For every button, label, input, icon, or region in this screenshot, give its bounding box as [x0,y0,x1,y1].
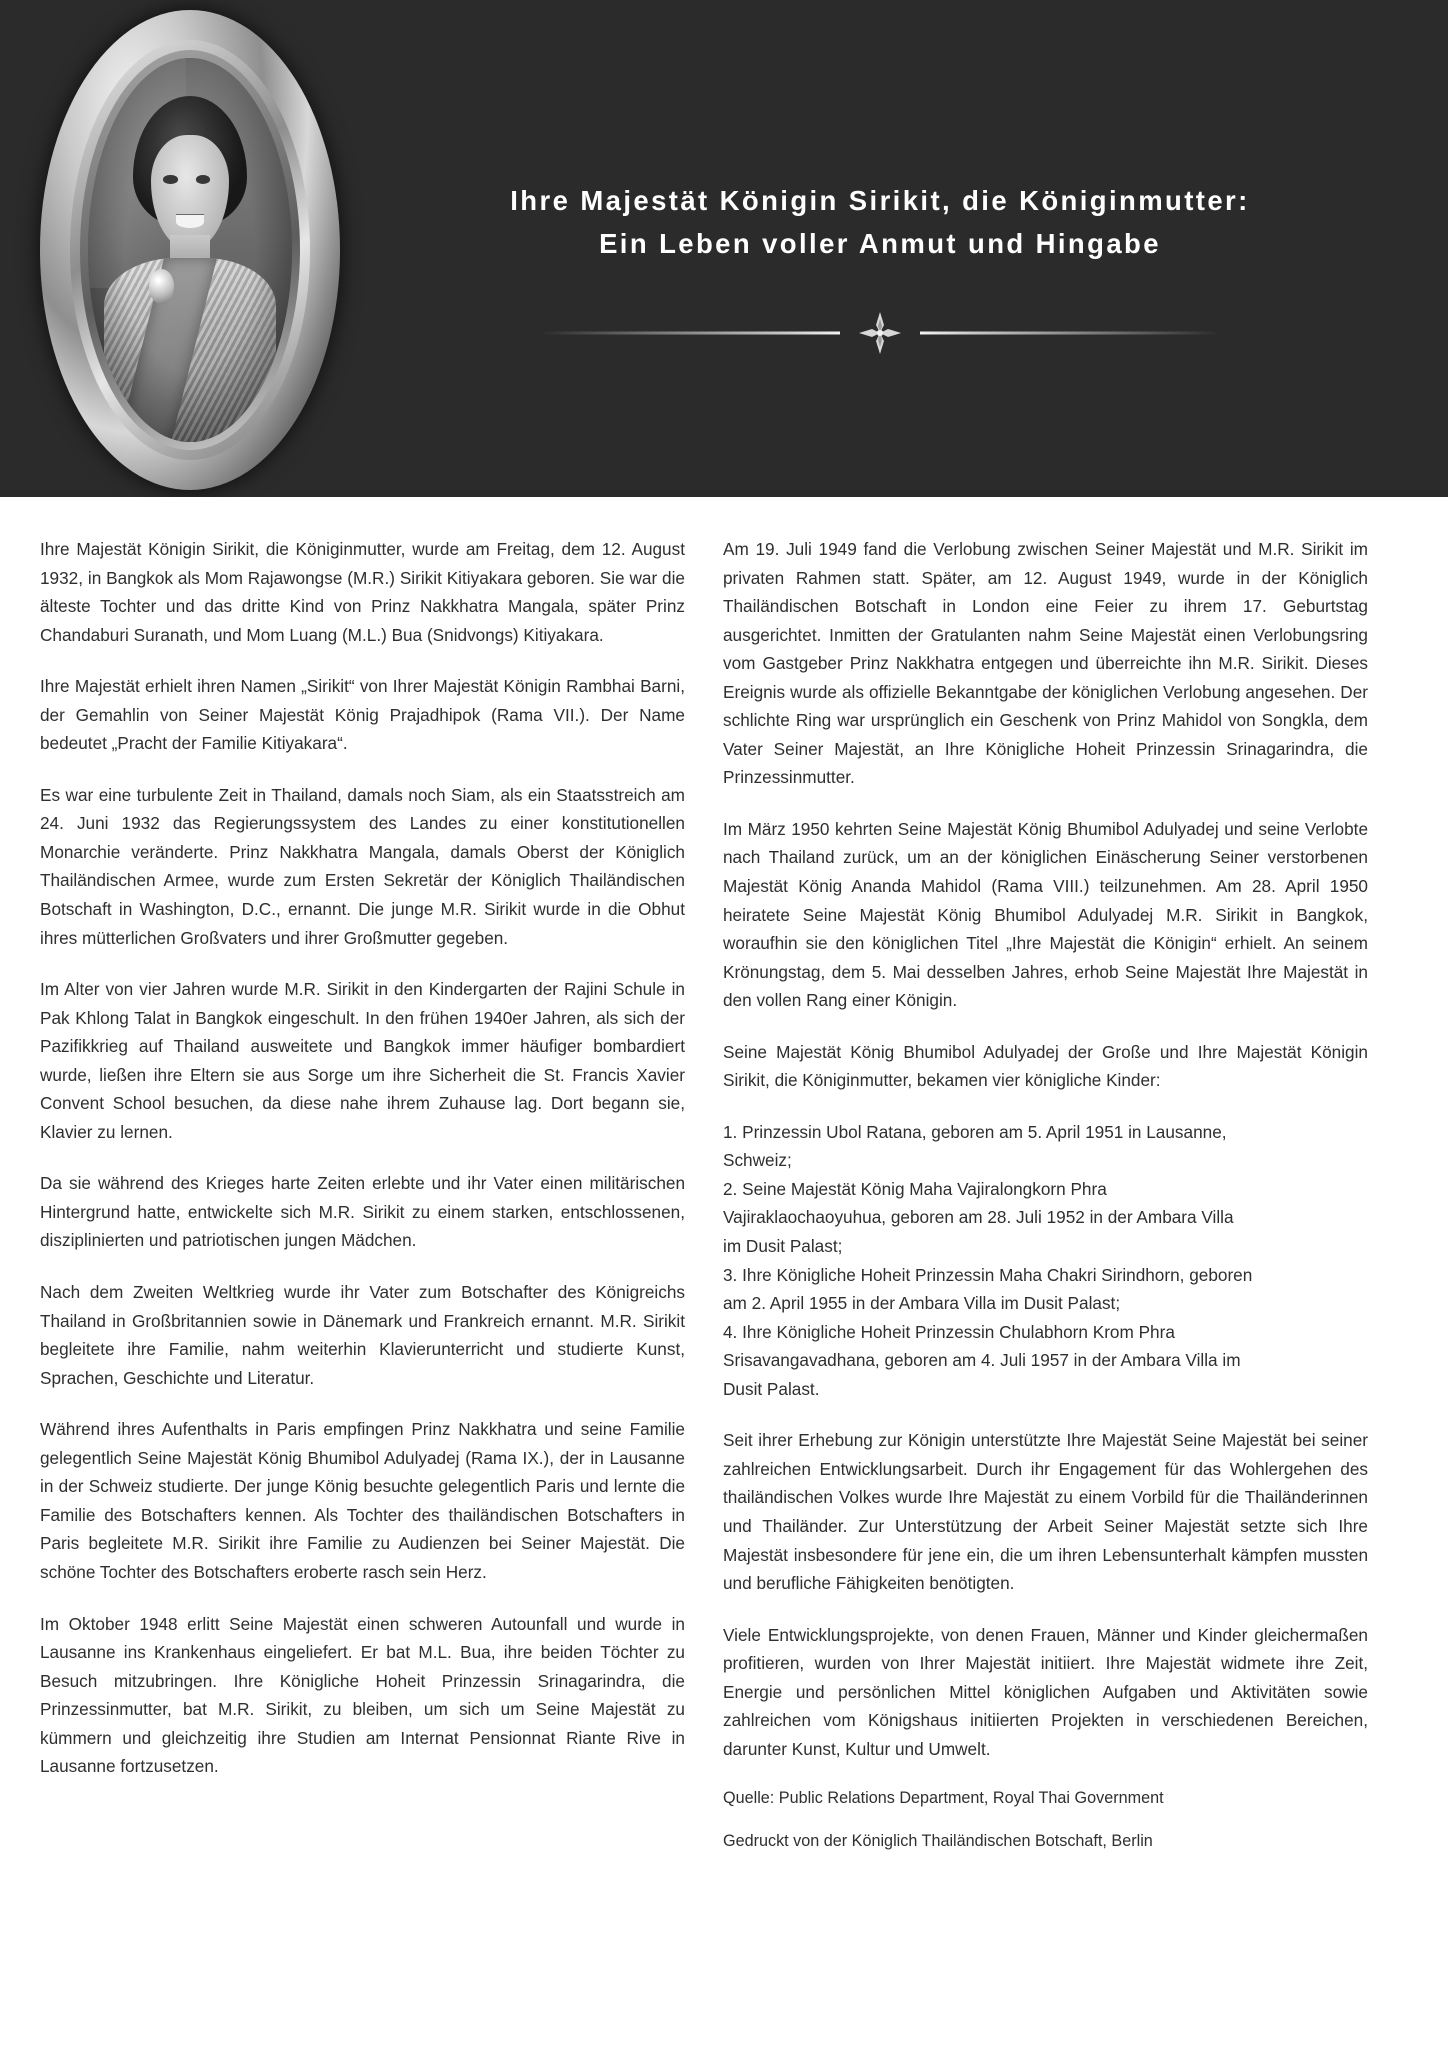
paragraph-paris-meeting: Während ihres Aufenthalts in Paris empfingen Prinz Nakkhatra und seine Familie gelegentlich Seine Majestät König Bhumibol Adulyadej (Rama IX.), der in Lausanne in der Schweiz studierte. Der junge König besuchte gelegentlich Paris und lernte die Familie des Botschafters kennen. Als Tochter des thailändischen Botschafters in Paris begleitete M.R. Sirikit ihre Familie zu Audienzen bei Seiner Majestät. Die schöne Tochter des Botschafters eroberte rasch sein Herz. [40,1419,685,1582]
queen-sirikit-portrait-photo [88,58,292,442]
list-item: Schweiz; [723,1150,792,1171]
paragraph-name-origin: Ihre Majestät erhielt ihren Namen „Sirikit“ von Ihrer Majestät Königin Rambhai Barni, der Gemahlin von Seiner Majestät König Prajadhipok (Rama VII.). Der Name bedeutet „Pracht der Familie Kitiyakara“. [40,676,685,754]
thai-diamond-ornament-icon [858,311,902,355]
paragraph-wedding-1950: Im März 1950 kehrten Seine Majestät König Bhumibol Adulyadej und seine Verlobte nach Thailand zurück, um an der königlichen Einäscherung Seiner verstorbenen Majestät König Ananda Mahidol (Rama VIII.) teilzunehmen. Am 28. April 1950 heiratete Seine Majestät König Bhumibol Adulyadej M.R. Sirikit in Bangkok, woraufhin sie den königlichen Titel „Ihre Majestät die Königin“ erhielt. An seinem Krönungstag, dem 5. Mai desselben Jahres, erhob Seine Majestät Ihre Majestät in den vollen Rang einer Königin. [723,818,1368,1011]
document-body [0,497,1448,2048]
royal-children-list [723,1118,1368,1403]
paragraph-father-ambassador: Nach dem Zweiten Weltkrieg wurde ihr Vater zum Botschafter des Königreichs Thailand in Großbritannien sowie in Dänemark und Frankreich ernannt. M.R. Sirikit begleitete ihre Familie, nahm weiterhin Klavierunterricht und studierte Kunst, Sprachen, Geschichte und Literatur. [40,1282,685,1388]
paragraph-schooling: Im Alter von vier Jahren wurde M.R. Sirikit in den Kindergarten der Rajini Schule in Pak Khlong Talat in Bangkok eingeschult. In den frühen 1940er Jahren, als sich der Pazifikkrieg auf Thailand ausweitete und Bangkok immer häufiger bombardiert wurde, ließen ihre Eltern sie aus Sorge um ihre Sicherheit die St. Francis Xavier Convent School besuchen, da diese nahe ihrem Zuhause lag. Dort begann sie, Klavier zu lernen. [40,979,685,1142]
list-item: 4. Ihre Königliche Hoheit Prinzessin Chulabhorn Krom Phra [723,1321,1175,1342]
list-item: am 2. April 1955 in der Ambara Villa im Dusit Palast; [723,1293,1121,1314]
ornamental-divider [540,313,1220,353]
paragraph-development-projects: Viele Entwicklungsprojekte, von denen Frauen, Männer und Kinder gleichermaßen profitieren, wurden von Ihrer Majestät initiiert. Ihre Majestät widmete ihre Zeit, Energie und persönlichen Mittel königlichen Aufgaben und Aktivitäten sowie zahlreichen vom Königshaus initiierten Projekten in verschiedenen Bereichen, darunter Kunst, Kultur und Umwelt. [723,1624,1368,1759]
portrait-frame [40,10,340,490]
list-item: im Dusit Palast; [723,1236,843,1257]
printed-by-credit: Gedruckt von der Königlich Thailändischen Botschaft, Berlin [723,1832,1153,1851]
list-item: Srisavangavadhana, geboren am 4. Juli 1957 in der Ambara Villa im [723,1350,1241,1371]
list-item: 2. Seine Majestät König Maha Vajiralongkorn Phra [723,1178,1107,1199]
list-item: 1. Prinzessin Ubol Ratana, geboren am 5. April 1951 in Lausanne, [723,1121,1227,1142]
source-credit: Quelle: Public Relations Department, Royal Thai Government [723,1789,1164,1808]
paragraph-queen-development-work: Seit ihrer Erhebung zur Königin unterstützte Ihre Majestät Seine Majestät bei seiner zahlreichen Entwicklungsarbeit. Durch ihr Engagement für das Wohlergehen des thailändischen Volkes wurde Ihre Majestät zu einem Vorbild für die Thailänderinnen und Thailänder. Zur Unterstützung der Arbeit Seiner Majestät setzte sich Ihre Majestät insbesondere für jene ein, die um ihren Lebensunterhalt kämpfen mussten und berufliche Fähigkeiten benötigten. [723,1430,1368,1594]
paragraph-wartime-character: Da sie während des Krieges harte Zeiten erlebte und ihr Vater einen militärischen Hintergrund hatte, entwickelte sich M.R. Sirikit zu einem starken, entschlossenen, disziplinierten und patriotischen jungen Mädchen. [40,1173,685,1251]
two-column-layout [40,535,1408,1872]
divider-bar-left [540,332,840,335]
page-title-line-2: Ein Leben voller Anmut und Hingabe [599,227,1161,259]
paragraph-1932-coup: Es war eine turbulente Zeit in Thailand, damals noch Siam, als ein Staatsstreich am 24. Juni 1932 das Regierungssystem des Landes zu einer konstitutionellen Monarchie veränderte. Prinz Nakkhatra Mangala, damals Oberst der Königlich Thailändischen Armee, wurde zum Ersten Sekretär der Königlich Thailändischen Botschaft in Washington, D.C., ernannt. Die junge M.R. Sirikit wurde in die Obhut ihres mütterlichen Großvaters und ihrer Großmutter gegeben. [40,784,685,948]
paragraph-1948-accident: Im Oktober 1948 erlitt Seine Majestät einen schweren Autounfall und wurde in Lausanne ins Krankenhaus eingeliefert. Er bat M.L. Bua, ihre beiden Töchter zu Besuch mitzubringen. Ihre Königliche Hoheit Prinzessin Srinagarindra, die Prinzessinmutter, bat M.R. Sirikit, zu bleiben, um sich um Seine Majestät zu kümmern und gleichzeitig ihre Studien am Internat Pensionnat Riante Rive in Lausanne fortzusetzen. [40,1613,685,1777]
list-item: 3. Ihre Königliche Hoheit Prinzessin Maha Chakri Sirindhorn, geboren [723,1264,1253,1285]
left-column [40,535,685,1872]
header-text-block [350,0,1410,497]
divider-bar-right [920,332,1220,335]
paragraph-engagement: Am 19. Juli 1949 fand die Verlobung zwischen Seiner Majestät und M.R. Sirikit im privaten Rahmen statt. Später, am 12. August 1949, wurde in der Königlich Thailändischen Botschaft in London eine Feier zu ihrem 17. Geburtstag ausgerichtet. Inmitten der Gratulanten nahm Seine Majestät einen Verlobungsring vom Gastgeber Prinz Nakkhatra entgegen und überreichte ihn M.R. Sirikit. Dieses Ereignis wurde als offizielle Bekanntgabe der königlichen Verlobung angesehen. Der schlichte Ring war ursprünglich ein Geschenk von Prinz Mahidol von Songkla, dem Vater Seiner Majestät, an Ihre Königliche Hoheit Prinzessin Srinagarindra, die Prinzessinmutter. [723,539,1368,788]
page-title-line-1: Ihre Majestät Königin Sirikit, die Königinmutter: [510,184,1250,216]
list-item: Dusit Palast. [723,1378,820,1399]
paragraph-birth: Ihre Majestät Königin Sirikit, die Königinmutter, wurde am Freitag, dem 12. August 1932, in Bangkok als Mom Rajawongse (M.R.) Sirikit Kitiyakara geboren. Sie war die älteste Tochter und das dritte Kind von Prinz Nakkhatra Mangala, später Prinz Chandaburi Suranath, und Mom Luang (M.L.) Bua (Snidvongs) Kitiyakara. [40,539,685,645]
portrait-vignette [88,58,292,442]
paragraph-children-intro: Seine Majestät König Bhumibol Adulyadej der Große und Ihre Majestät Königin Sirikit, die Königinmutter, bekamen vier königliche Kinder: [723,1041,1368,1091]
right-column [723,535,1368,1872]
list-item: Vajiraklaochaoyuhua, geboren am 28. Juli 1952 in der Ambara Villa [723,1207,1234,1228]
header-banner [0,0,1448,497]
